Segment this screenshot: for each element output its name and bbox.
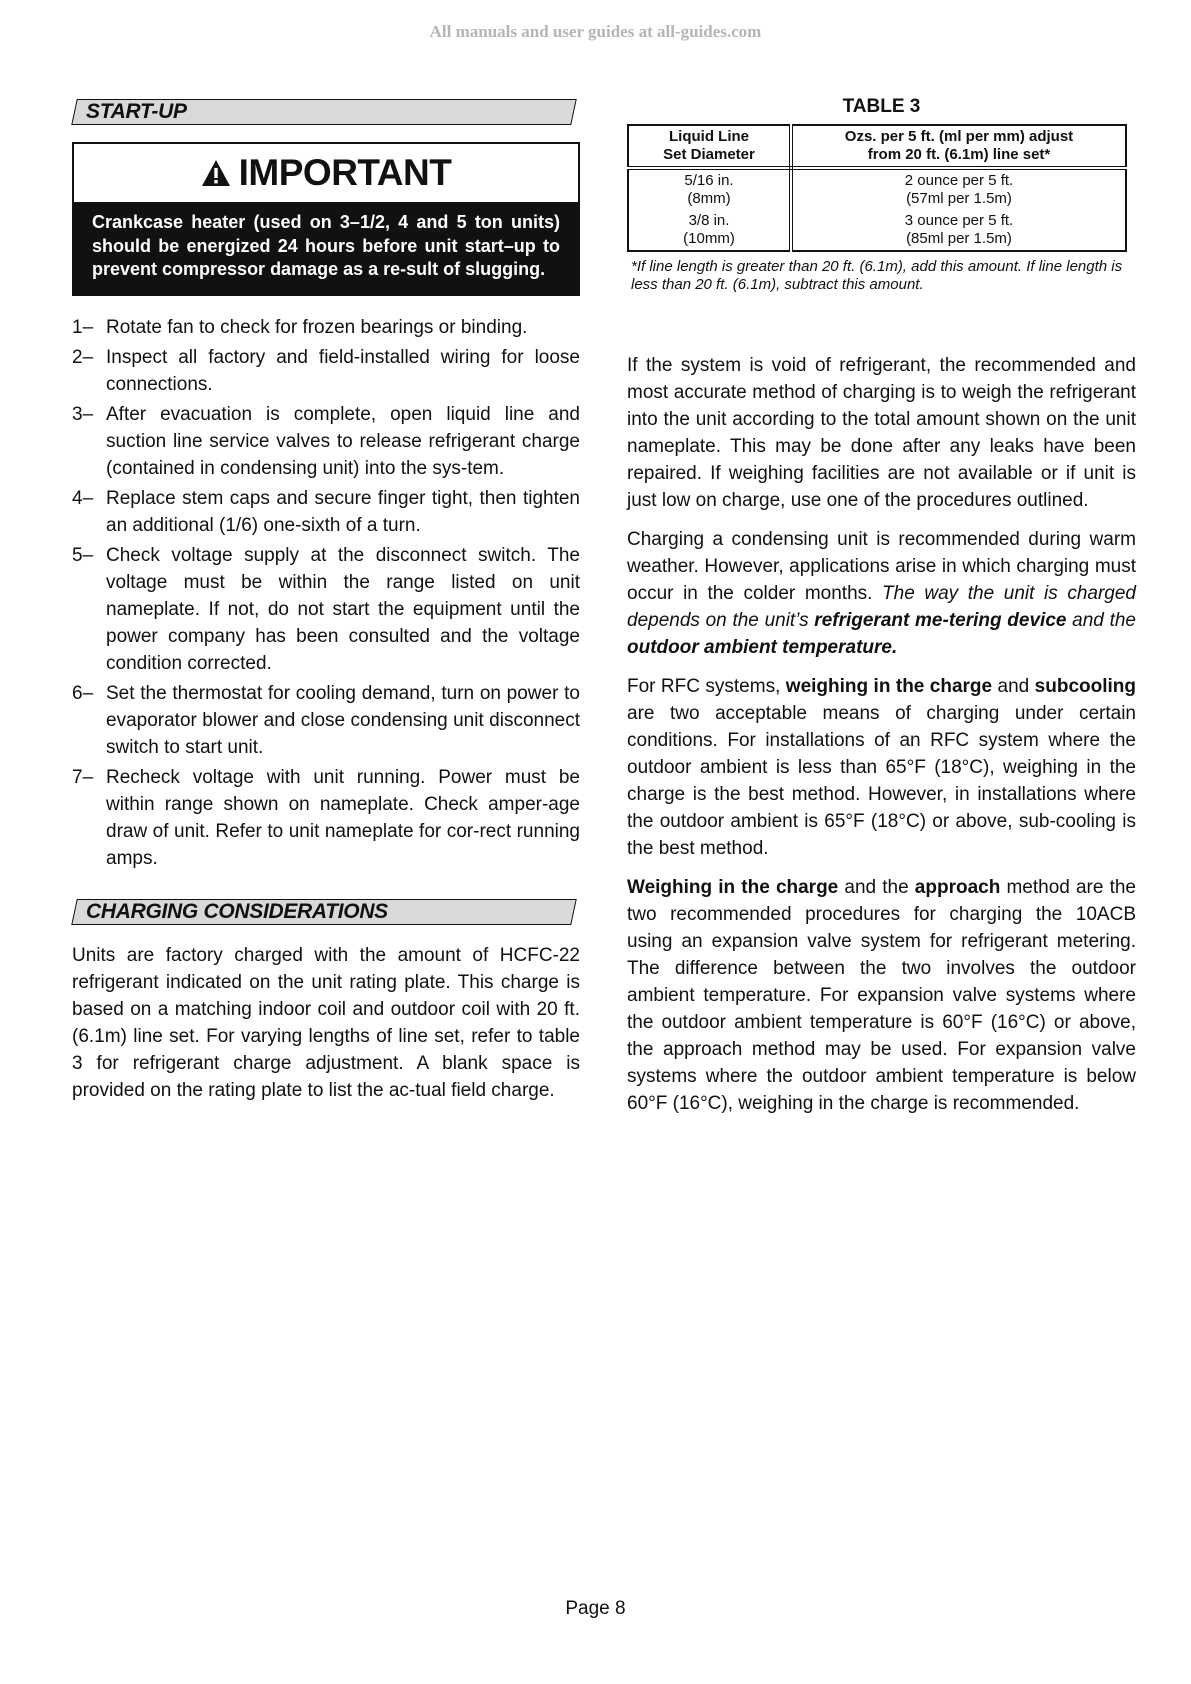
step-number: 5–	[72, 544, 94, 566]
step-number: 2–	[72, 346, 94, 368]
step-text: Rotate fan to check for frozen bearings or binding.	[106, 316, 528, 338]
text-run: and the	[838, 877, 915, 898]
text-run-italic: and the	[1066, 610, 1136, 631]
left-column	[72, 98, 580, 1116]
table-row	[628, 168, 1126, 210]
list-item	[72, 314, 580, 341]
step-text: Check voltage supply at the disconnect switch. The voltage must be within the range listed on unit nameplate. If not, do not start the equipment until the power company has been consulted and the voltage condition corrected.	[106, 544, 580, 674]
step-text: Set the thermostat for cooling demand, turn on power to evaporator blower and close condensing unit disconnect switch to start unit.	[106, 682, 580, 758]
text-run-bold-italic: outdoor ambient temperature.	[627, 637, 898, 658]
list-item	[72, 401, 580, 482]
important-body: Crankcase heater (used on 3–1/2, 4 and 5 ton units) should be energized 24 hours before unit start–up to prevent compressor damage as a re-sult of slugging.	[74, 202, 578, 294]
list-item	[72, 680, 580, 761]
step-text: Recheck voltage with unit running. Power must be within range shown on nameplate. Check amper-age draw of unit. Refer to unit nameplate for cor-rect running amps.	[106, 766, 580, 869]
table-header-row	[628, 125, 1126, 168]
text-run-bold: Weighing in the charge	[627, 877, 839, 898]
text-run: and	[992, 676, 1035, 697]
table-header-cell	[628, 125, 791, 168]
paragraph-rfc-systems	[627, 673, 1136, 862]
text-run-bold-italic: refrigerant me-tering device	[814, 610, 1067, 631]
step-text: Inspect all factory and field-installed wiring for loose connections.	[106, 346, 580, 395]
text-run-bold: approach	[914, 877, 1001, 898]
step-number: 1–	[72, 316, 94, 338]
text-run: For RFC systems,	[627, 676, 786, 697]
charging-heading-label: CHARGING CONSIDERATIONS	[86, 899, 388, 923]
step-text: After evacuation is complete, open liquid line and suction line service valves to release refrigerant charge (contained in condensing unit) into the sys-tem.	[106, 403, 580, 479]
text-run: are two acceptable means of charging under certain conditions. For installations of an RFC system where the outdoor ambient is less than 65°F (18°C), weighing in the charge is the best method. However, in installations where the outdoor ambient is 65°F (18°C) or above, sub-cooling is the best method.	[627, 703, 1136, 859]
header-text: Ozs. per 5 ft. (ml per mm) adjust	[844, 128, 1074, 145]
list-item	[72, 485, 580, 539]
watermark: All manuals and user guides at all-guides.com	[429, 22, 762, 41]
step-number: 6–	[72, 682, 94, 704]
cell-text: (57ml per 1.5m)	[906, 190, 1012, 207]
text-run: Charging a condensing unit is recommended during warm weather. However, applications arise in which charging must occur in the colder months.	[627, 529, 1136, 604]
table-cell	[628, 168, 791, 210]
step-text: Replace stem caps and secure finger tight, then tighten an additional (1/6) one-sixth of a turn.	[106, 487, 580, 536]
step-number: 4–	[72, 487, 94, 509]
table-cell	[791, 210, 1126, 251]
table-title: TABLE 3	[842, 96, 921, 117]
cell-text: 3/8 in.	[688, 212, 730, 229]
list-item	[72, 344, 580, 398]
list-item	[72, 542, 580, 677]
table-cell	[791, 168, 1126, 210]
startup-heading-label: START-UP	[86, 100, 187, 123]
important-notice	[72, 142, 580, 296]
charging-paragraph: Units are factory charged with the amount of HCFC-22 refrigerant indicated on the unit rating plate. This charge is based on a matching indoor coil and outdoor coil with 20 ft. (6.1m) line set. For varying lengths of line set, refer to table 3 for refrigerant charge adjustment. A blank space is provided on the rating plate to list the ac-tual field charge.	[72, 944, 580, 1101]
paragraph-expansion-valve	[627, 874, 1136, 1117]
text-run-italic: The way the unit is charged depends on the unit’s	[627, 583, 1136, 631]
text-run: method are the two recommended procedures for charging the 10ACB using an expansion valve system for refrigerant metering. The difference between the two involves the outdoor ambient temperature. For expansion valve systems where the outdoor ambient temperature is 60°F (16°C) or above, the approach method may be used. For expansion valve systems where the outdoor ambient temperature is below 60°F (16°C), weighing in the charge is recommended.	[627, 877, 1136, 1114]
header-text: Liquid Line	[669, 128, 749, 145]
startup-steps	[72, 314, 580, 872]
cell-text: (8mm)	[687, 190, 731, 207]
list-item	[72, 764, 580, 872]
cell-text: 5/16 in.	[684, 172, 734, 189]
text-run-bold: weighing in the charge	[785, 676, 993, 697]
warning-icon	[201, 159, 231, 187]
text-run-bold: subcooling	[1034, 676, 1136, 697]
charge-adjustment-table	[627, 124, 1127, 252]
step-number: 7–	[72, 766, 94, 788]
table-header-cell	[791, 125, 1126, 168]
cell-text: (85ml per 1.5m)	[906, 230, 1012, 247]
page-number: Page 8	[565, 1598, 626, 1619]
header-text: from 20 ft. (6.1m) line set*	[867, 146, 1051, 163]
table-cell	[628, 210, 791, 251]
table-row	[628, 210, 1126, 251]
cell-text: 3 ounce per 5 ft.	[904, 212, 1014, 229]
cell-text: 2 ounce per 5 ft.	[904, 172, 1014, 189]
step-number: 3–	[72, 403, 94, 425]
charging-heading	[72, 898, 580, 926]
important-title	[74, 144, 578, 202]
paragraph-refrigerant-void: If the system is void of refrigerant, the recommended and most accurate method of charging is to weigh the refrigerant into the unit according to the total amount shown on the unit nameplate. This may be done after any leaks have been repaired. If weighing facilities are not available or if unit is just low on charge, use one of the procedures outlined.	[627, 355, 1136, 511]
important-title-text: IMPORTANT	[238, 152, 452, 193]
cell-text: (10mm)	[683, 230, 735, 247]
paragraph-warm-weather	[627, 526, 1136, 661]
header-text: Set Diameter	[663, 146, 755, 163]
table-footnote: *If line length is greater than 20 ft. (6.1m), add this amount. If line length is less than 20 ft. (6.1m), subtract this amount.	[631, 258, 1123, 293]
right-column	[627, 94, 1136, 1129]
startup-heading	[72, 98, 580, 126]
